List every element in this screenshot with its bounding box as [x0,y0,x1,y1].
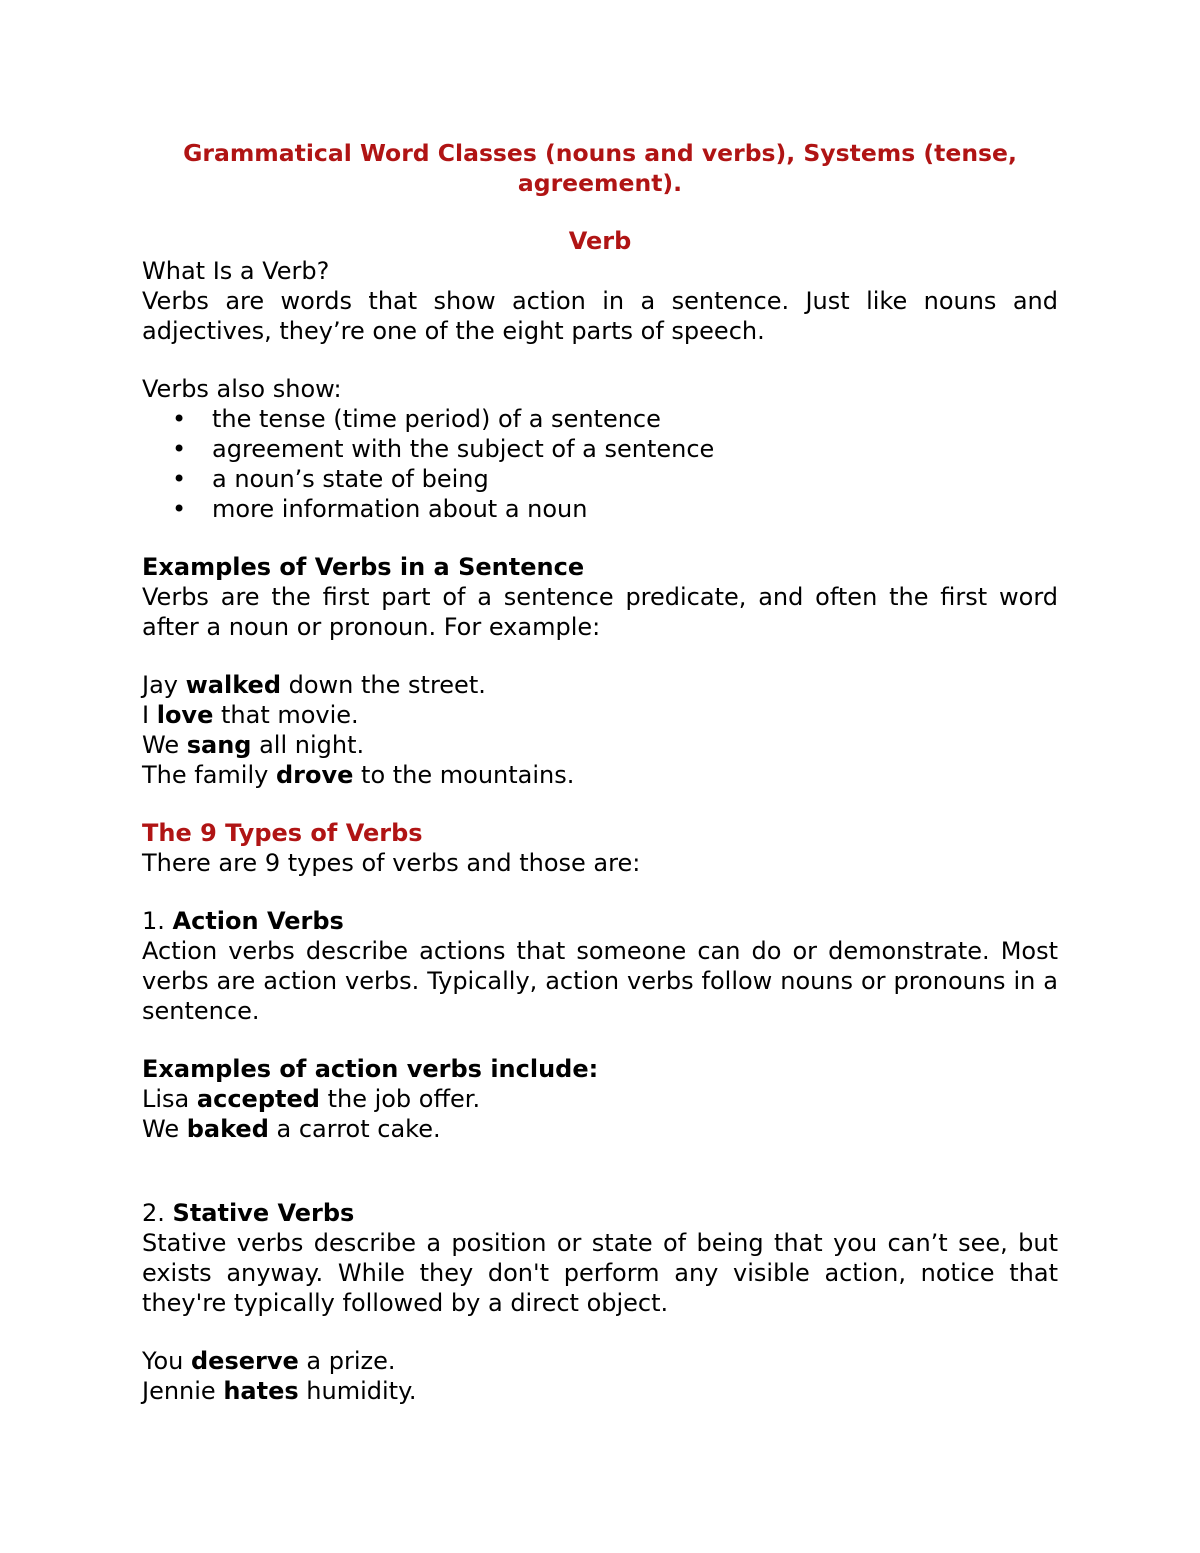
sentence-text: to the mountains. [353,761,575,789]
action-verbs-description: Action verbs describe actions that someone can do or demonstrate. Most verbs are action verbs. Typically, action verbs follow nouns or pronouns in a sentence. [142,937,1058,1025]
examples-paragraph: Verbs are the first part of a sentence predicate, and often the first word after a noun or pronoun. For example: [142,583,1058,641]
sentence-verb: baked [186,1115,269,1143]
bullet-icon: • [172,495,187,523]
sentence-text: We [142,731,187,759]
sentence-text: We [142,1115,187,1143]
sentence-text: the job offer. [319,1085,481,1113]
sentence-text: Jennie [142,1377,224,1405]
spacer [142,1144,1058,1198]
sentence-text: that movie. [213,701,359,729]
what-is-verb-question: What Is a Verb? [142,257,330,285]
spacer [142,878,1058,906]
list-item-text: more information about a noun [212,495,588,523]
list-item-text: the tense (time period) of a sentence [212,405,661,433]
sentence-text: a prize. [298,1347,396,1375]
item-number: 2. [142,1199,173,1227]
item-name: Stative Verbs [172,1199,355,1227]
types-heading: The 9 Types of Verbs [142,819,423,847]
stative-verbs-description: Stative verbs describe a position or state of being that you can’t see, but exists anyway. While they don't perform any visible action, notice that they're typically followed by a direct object. [142,1229,1058,1317]
bullet-icon: • [172,465,187,493]
stative-verbs-heading [142,1198,1058,1228]
sentence-verb: deserve [191,1347,299,1375]
sentence-text: humidity. [298,1377,417,1405]
example-sentence [142,730,1058,760]
example-sentence [142,700,1058,730]
list-item [142,464,1058,494]
example-sentence [142,1114,1058,1144]
types-intro: There are 9 types of verbs and those are: [142,849,641,877]
document-title: Grammatical Word Classes (nouns and verbs), Systems (tense, agreement). [183,139,1017,197]
verb-intro-paragraph: Verbs are words that show action in a sentence. Just like nouns and adjectives, they’re one of the eight parts of speech. [142,287,1058,345]
sentence-text: down the street. [281,671,486,699]
spacer [142,642,1058,670]
list-item [142,494,1058,524]
action-verbs-heading [142,906,1058,936]
item-number: 1. [142,907,173,935]
example-sentence [142,1346,1058,1376]
sentence-text: Jay [142,671,186,699]
example-sentence [142,1084,1058,1114]
list-item-text: agreement with the subject of a sentence [212,435,715,463]
item-name: Action Verbs [172,907,344,935]
example-sentence [142,670,1058,700]
sentence-verb: sang [186,731,252,759]
sentence-text: I [142,701,157,729]
sentence-verb: walked [185,671,281,699]
verbs-also-show-lead: Verbs also show: [142,375,342,403]
bullet-icon: • [172,405,187,433]
example-sentence [142,1376,1058,1406]
sentence-verb: love [156,701,214,729]
list-item [142,434,1058,464]
sentence-verb: hates [223,1377,299,1405]
sentence-text: all night. [251,731,365,759]
sentence-verb: accepted [196,1085,320,1113]
example-sentence [142,760,1058,790]
spacer [142,346,1058,374]
sentence-verb: drove [275,761,354,789]
action-examples-heading: Examples of action verbs include: [142,1055,599,1083]
verbs-also-show-list [142,404,1058,524]
bullet-icon: • [172,435,187,463]
list-item-text: a noun’s state of being [212,465,489,493]
document-body [142,138,1058,1406]
sentence-text: The family [142,761,276,789]
sentence-text: You [142,1347,191,1375]
sentence-text: Lisa [142,1085,197,1113]
spacer [142,1026,1058,1054]
examples-heading: Examples of Verbs in a Sentence [142,553,585,581]
section-heading-verb: Verb [568,227,632,255]
list-item [142,404,1058,434]
sentence-text: a carrot cake. [268,1115,441,1143]
spacer [142,790,1058,818]
spacer [142,524,1058,552]
spacer [142,1318,1058,1346]
